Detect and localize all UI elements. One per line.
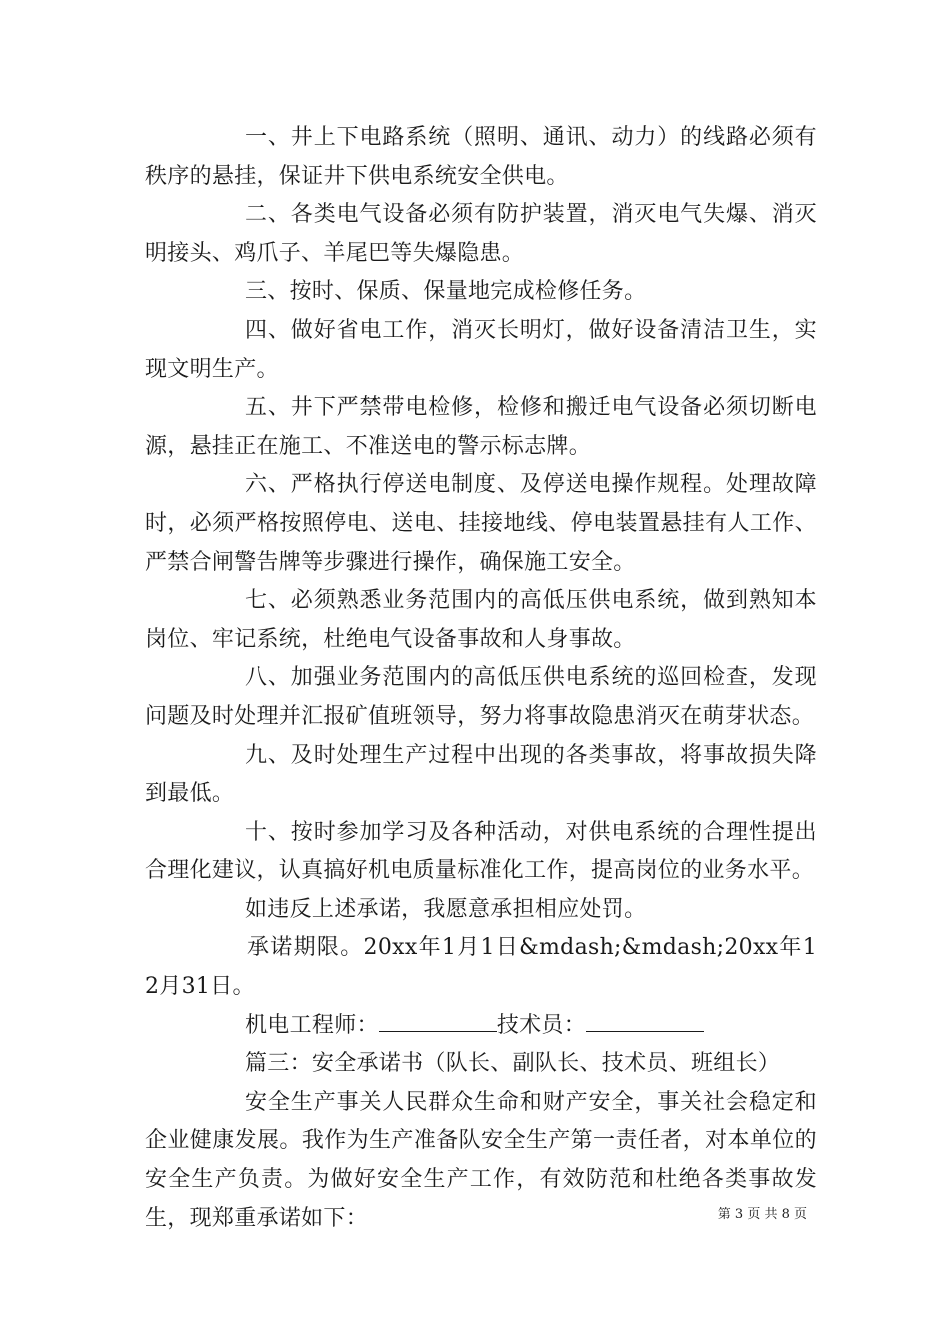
section-paragraph: 安全生产事关人民群众生命和财产安全，事关社会稳定和企业健康发展。我作为生产准备队安全生产第一责任者，对本单位的安全生产负责。为做好安全生产工作，有效防范和杜绝各类事故发生，现郑重承诺如下：: [145, 1089, 817, 1231]
technician-label: 技术员：: [496, 1012, 587, 1038]
engineer-signature-blank: [379, 1011, 497, 1032]
clause-4: 四、做好省电工作，消灭长明灯，做好设备清洁卫生，实现文明生产。: [145, 317, 817, 382]
clause-6: 六、严格执行停送电制度、及停送电操作规程。处理故障时，必须严格按照停电、送电、挂接地线、停电装置悬挂有人工作、严禁合闸警告牌等步骤进行操作，确保施工安全。: [145, 472, 817, 575]
clause-5: 五、井下严禁带电检修，检修和搬迁电气设备必须切断电源，悬挂正在施工、不准送电的警示标志牌。: [145, 395, 817, 459]
clause-7: 七、必须熟悉业务范围内的高低压供电系统，做到熟知本岗位、牢记系统，杜绝电气设备事故和人身事故。: [145, 588, 817, 652]
clause-9: 九、及时处理生产过程中出现的各类事故，将事故损失降到最低。: [145, 742, 817, 807]
signature-line: [145, 1007, 817, 1046]
technician-signature-blank: [586, 1011, 704, 1032]
page-footer: [0, 1203, 950, 1222]
clause-8: 八、加强业务范围内的高低压供电系统的巡回检查，发现问题及时处理并汇报矿值班领导，努力将事故隐患消灭在萌芽状态。: [145, 665, 817, 729]
section-title: 篇三：安全承诺书（队长、副队长、技术员、班组长）: [245, 1051, 781, 1077]
clause-10: 十、按时参加学习及各种活动，对供电系统的合理性提出合理化建议，认真搞好机电质量标准化工作，提高岗位的业务水平。: [145, 819, 817, 884]
document-body: [145, 119, 817, 1238]
commitment-period: 承诺期限。20xx年1月1日&mdash;&mdash;20xx年12月31日。: [145, 935, 817, 1000]
clause-2: 二、各类电气设备必须有防护装置，消灭电气失爆、消灭明接头、鸡爪子、羊尾巴等失爆隐患。: [145, 202, 817, 266]
page-number: 第 3 页 共 8 页: [717, 1207, 807, 1222]
penalty-statement: 如违反上述承诺，我愿意承担相应处罚。: [245, 896, 647, 922]
engineer-label: 机电工程师：: [245, 1012, 379, 1038]
clause-3: 三、按时、保质、保量地完成检修任务。: [245, 279, 647, 305]
clause-1: 一、井上下电路系统（照明、通讯、动力）的线路必须有秩序的悬挂，保证井下供电系统安全供电。: [145, 125, 817, 189]
